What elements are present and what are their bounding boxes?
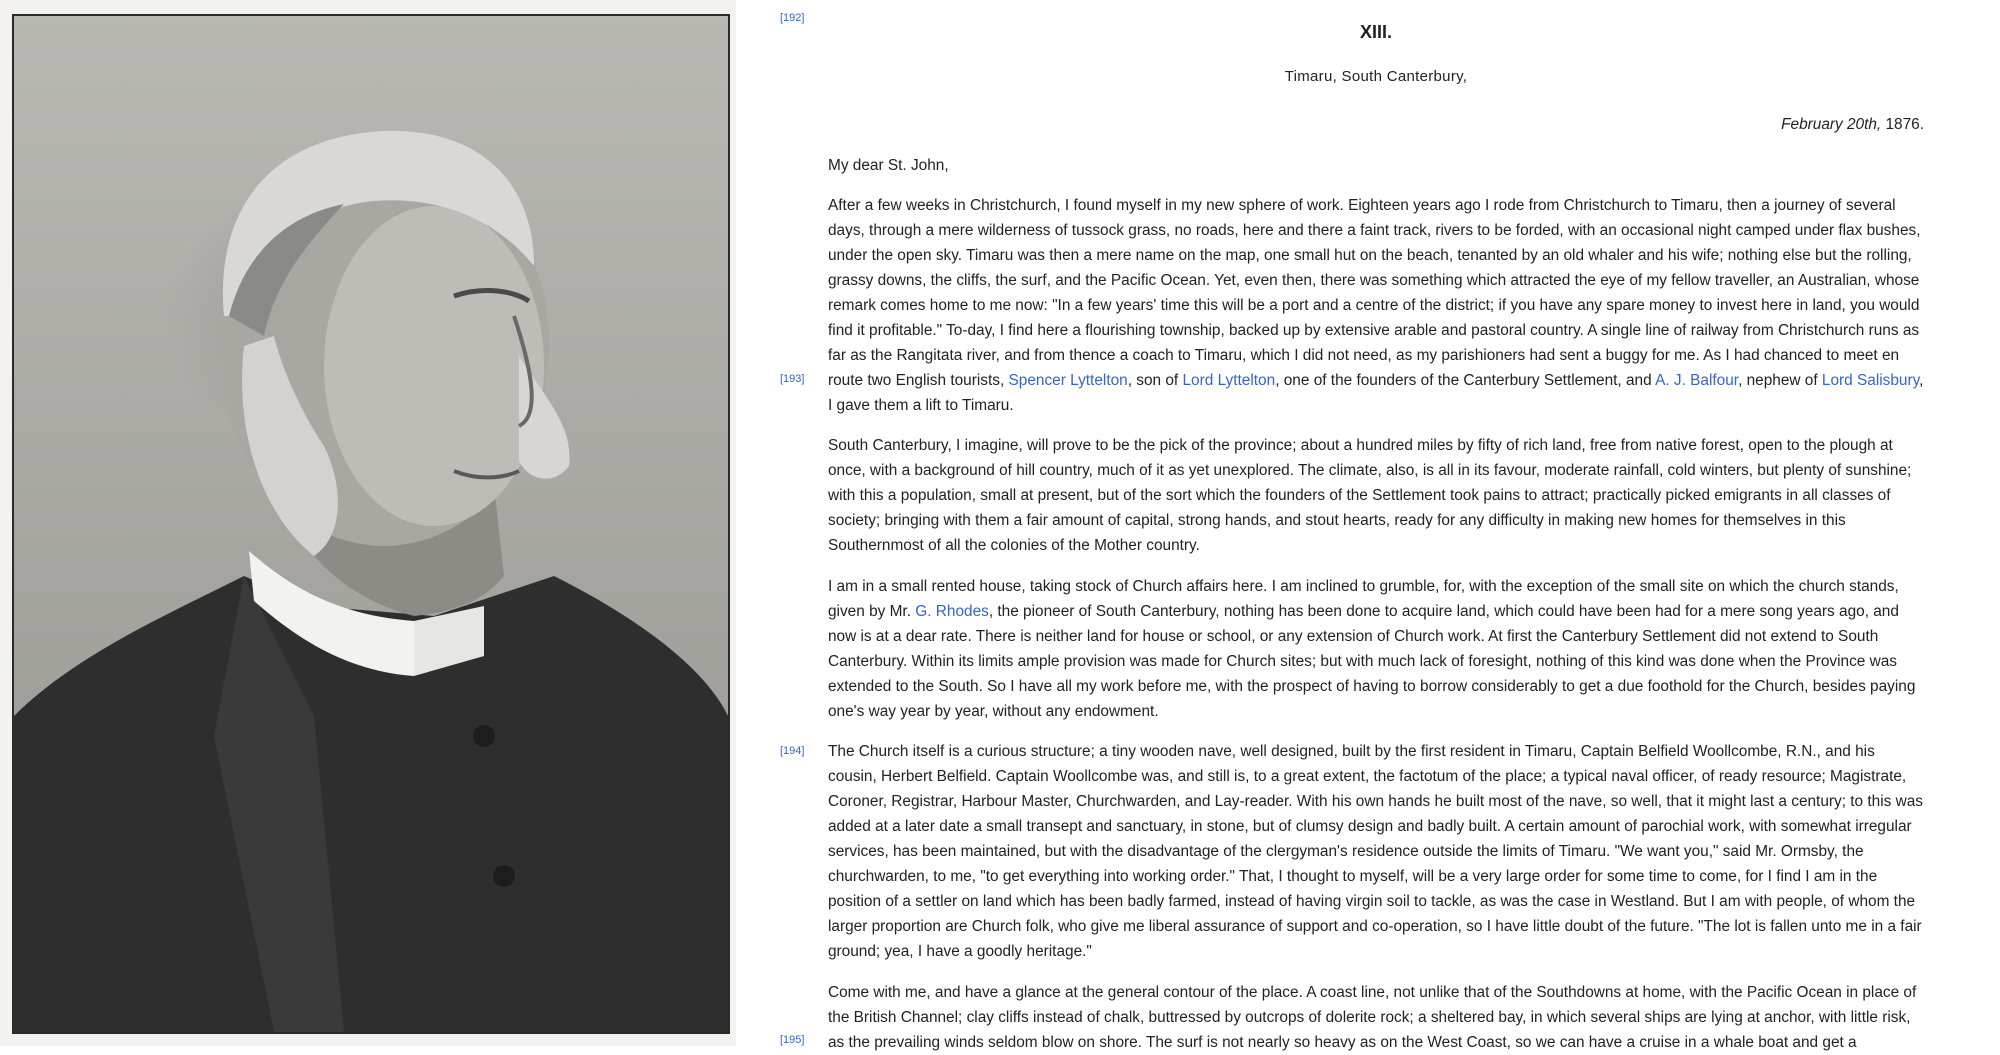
- date-day: February 20th,: [1781, 116, 1882, 133]
- p1-text-1: After a few weeks in Christchurch, I found myself in my new sphere of work. Eighteen years ago I rode from Christchurch to Timaru, then a journey of several days, through a mere wilderness of tussock grass, no roads, here and there a faint track, rivers to be forded, with an occasional night camped under flax bushes, under the open sky. Timaru was then a mere name on the map, one small hut on the beach, tenanted by an old whaler and his wife; nothing else but the rolling, grassy downs, the cliffs, the surf, and the Pacific Ocean. Yet, even then, there was something which attracted the eye of my fellow traveller, an Australian, whose remark comes home to me now: "In a few years' time this will be a port and a centre of the district; if you have any spare money to invest here in land, you would find it profitable." To-day, I find here a flourishing township, backed up by extensive arable and pastoral country. A single line of railway from Christchurch runs as far as the Rangitata river, and from thence a coach to Timaru, which I did not need, as my parishioners had sent a buggy for me. As I had chanced to meet en route two English tourists,: [828, 197, 1921, 389]
- link-aj-balfour[interactable]: A. J. Balfour: [1655, 372, 1739, 389]
- date-year: 1876.: [1881, 116, 1924, 133]
- paragraph-1: [828, 193, 1924, 418]
- page-marker-192[interactable]: [192]: [780, 12, 805, 24]
- page-marker-194[interactable]: [194]: [780, 745, 805, 757]
- p3-text-2: , the pioneer of South Canterbury, nothing has been done to acquire land, which could have been had for a mere song years ago, and now is at a dear rate. There is neither land for house or school, or any extension of Church work. At first the Canterbury Settlement did not extend to South Canterbury. Within its limits ample provision was made for Church sites; but with much lack of foresight, nothing of this kind was done when the Province was extended to the South. So I have all my work before me, with the prospect of having to borrow considerably to get a due foothold for the Church, besides paying one's way year by year, without any endowment.: [828, 603, 1916, 720]
- paragraph-3: [828, 574, 1924, 724]
- letter-place: Timaru, South Canterbury,: [1284, 68, 1468, 85]
- p1-text-3: , one of the founders of the Canterbury Settlement, and: [1275, 372, 1656, 389]
- page-marker-193[interactable]: [193]: [780, 373, 805, 385]
- link-lord-lyttelton[interactable]: Lord Lyttelton: [1182, 372, 1276, 389]
- p3-text-1: I am in a small rented house, taking stock of Church affairs here. I am inclined to grumble, for, with the exception of the small site on which the church stands, given by Mr.: [828, 578, 1899, 620]
- p1-text-2: , son of: [1127, 372, 1183, 389]
- link-lord-salisbury[interactable]: Lord Salisbury: [1821, 372, 1920, 389]
- salutation: My dear St. John,: [828, 157, 949, 174]
- paragraph-2: South Canterbury, I imagine, will prove to be the pick of the province; about a hundred miles by fifty of rich land, free from native forest, open to the plough at once, with a background of hill country, much of it as yet unexplored. The climate, also, is all in its favour, moderate rainfall, cold winters, but plenty of sunshine; with this a population, small at present, but of the sort which the founders of the Settlement took pains to attract; practically picked emigrants in all classes of society; bringing with them a fair amount of capital, strong hands, and stout hearts, ready for any difficulty in making new homes for themselves in this Southernmost of all the colonies of the Mother country.: [828, 437, 1912, 554]
- portrait-photo: [12, 14, 730, 1034]
- chapter-title: XIII.: [1359, 22, 1392, 42]
- portrait-illustration: [14, 16, 728, 1032]
- link-spencer-lyttelton[interactable]: Spencer Lyttelton: [1008, 372, 1128, 389]
- paragraph-5: Come with me, and have a glance at the general contour of the place. A coast line, not unlike that of the Southdowns at home, with the Pacific Ocean in place of the British Channel; clay cliffs instead of chalk, buttressed by outcrops of dolerite rock; a sheltered bay, in which several ships are lying at anchor, with little risk, as the prevailing winds seldom blow on shore. The surf is not nearly so heavy as on the West Coast, so we can have a cruise in a whale boat and get a: [828, 984, 1917, 1051]
- p1-text-4: , nephew of: [1738, 372, 1822, 389]
- page-marker-195[interactable]: [195]: [780, 1034, 805, 1046]
- letter-date: [1781, 112, 1924, 137]
- link-g-rhodes[interactable]: G. Rhodes: [915, 603, 989, 620]
- portrait-panel: [0, 0, 736, 1046]
- paragraph-4: The Church itself is a curious structure; a tiny wooden nave, well designed, built by the first resident in Timaru, Captain Belfield Woollcombe, R.N., and his cousin, Herbert Belfield. Captain Woollcombe was, and still is, to a great extent, the factotum of the place; a typical naval officer, of ready resource; Magistrate, Coroner, Registrar, Harbour Master, Churchwarden, and Lay-reader. With his own hands he built most of the nave, so well, that it might last a century; to this was added at a later date a small transept and sanctuary, in stone, but of clumsy design and badly built. A certain amount of parochial work, with somewhat irregular services, has been maintained, but with the disadvantage of the clergyman's residence outside the limits of Timaru. "We want you," said Mr. Ormsby, the churchwarden, to me, "to get everything into working order." That, I thought to myself, will be a very large order for some time to come, for I find I am in the position of a settler on land which has been badly farmed, instead of having virgin soil to tackle, as was the case in Westland. But I am with people, of whom the larger proportion are Church folk, who give me liberal assurance of support and co-operation, so I have little doubt of the future. "The lot is fallen unto me in a fair ground; yea, I have a goodly heritage.": [828, 743, 1923, 960]
- p1-text-5: , I gave them a lift to Timaru.: [828, 372, 1924, 414]
